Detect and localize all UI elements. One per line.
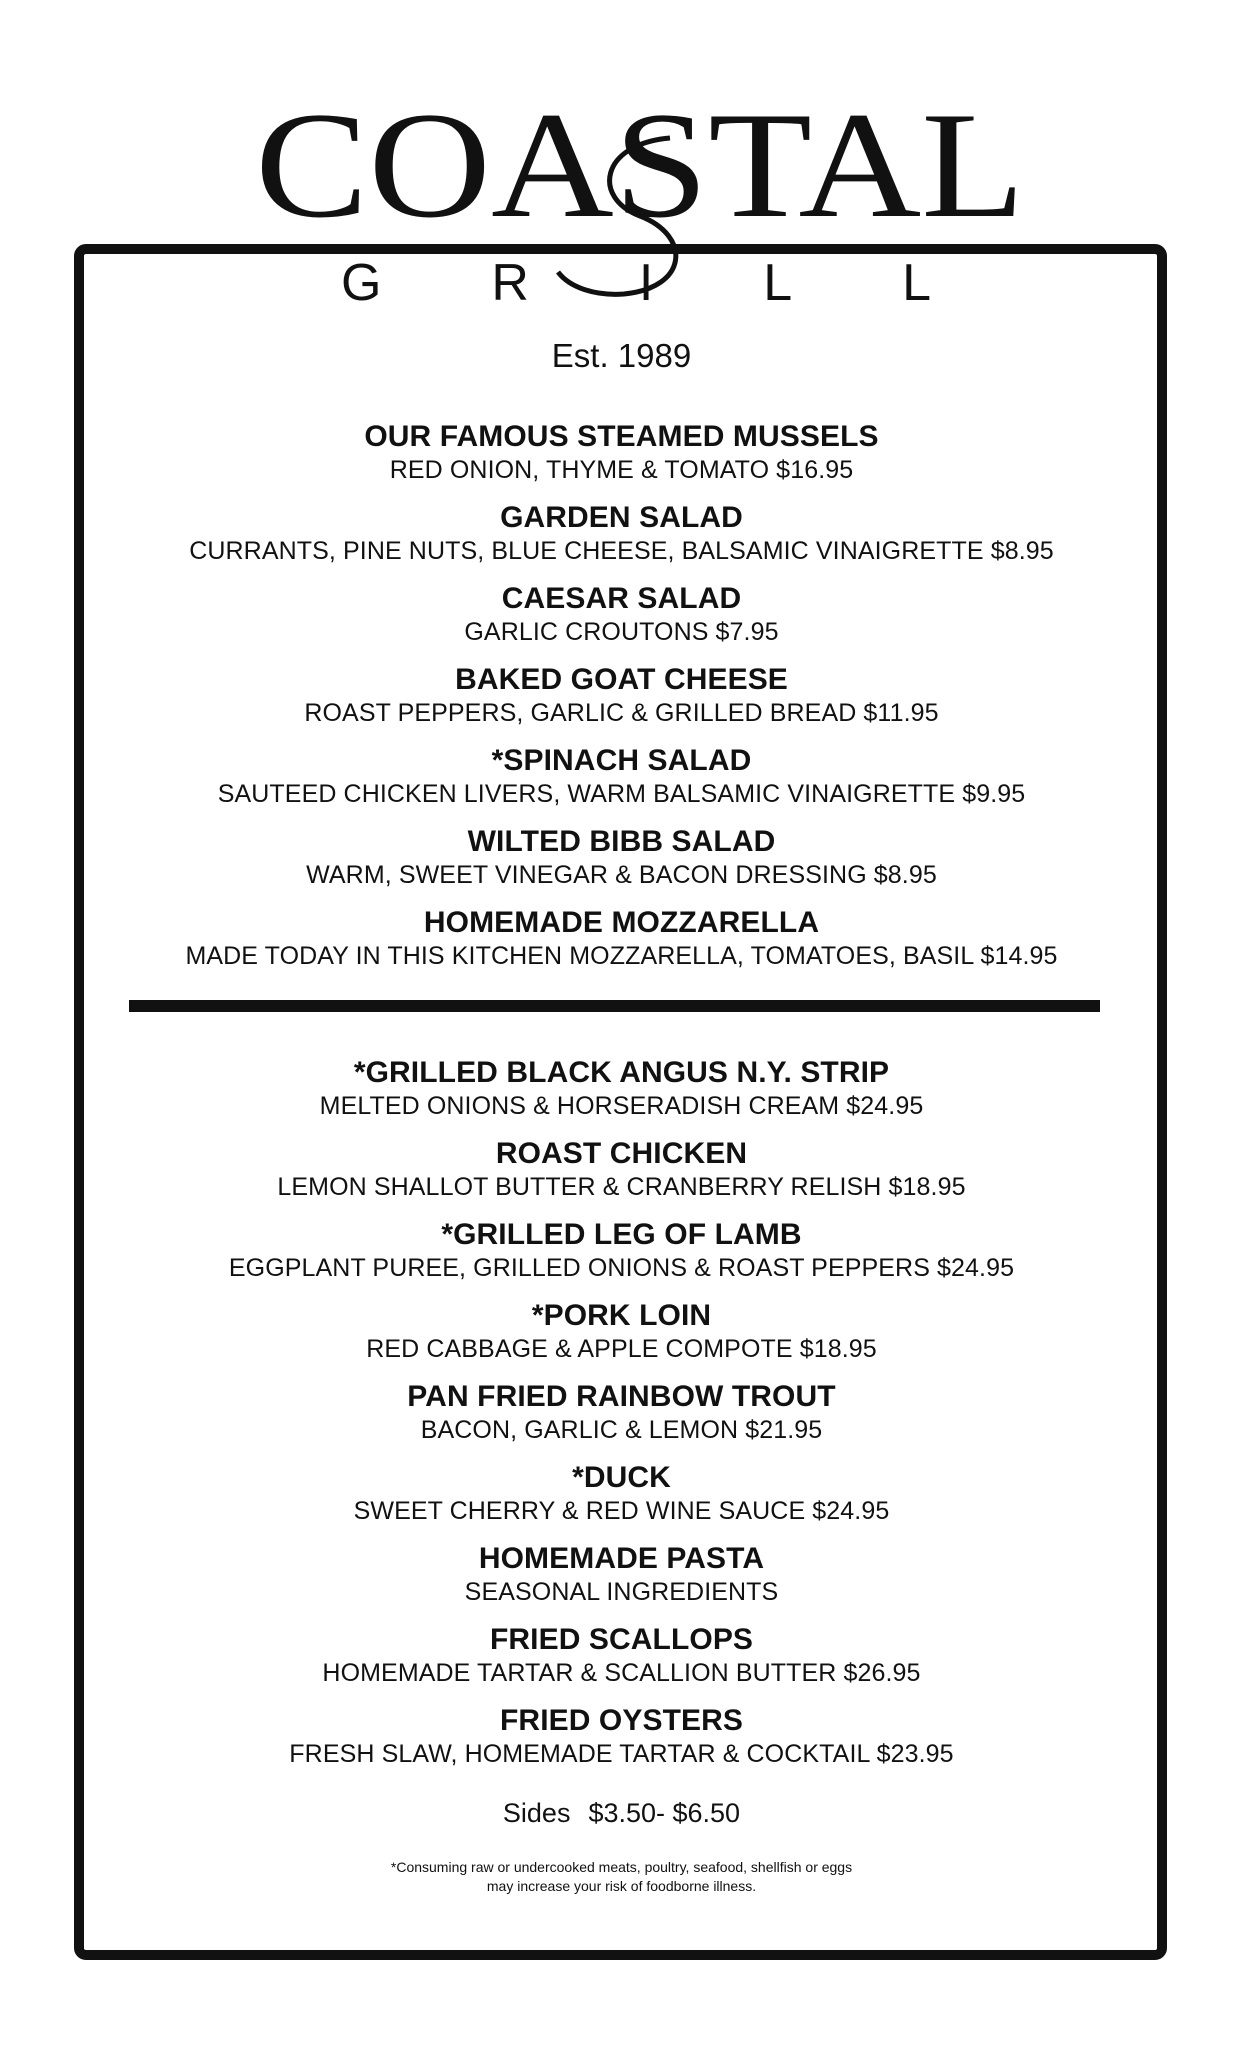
menu-item — [0, 1623, 1243, 1704]
menu-item — [0, 1299, 1243, 1380]
menu-item-description: GARLIC CROUTONS $7.95 — [464, 618, 779, 646]
menu-item-description: RED CABBAGE & APPLE COMPOTE $18.95 — [366, 1335, 877, 1363]
menu-item-description: RED ONION, THYME & TOMATO $16.95 — [389, 456, 854, 484]
menu-item-name: OUR FAMOUS STEAMED MUSSELS — [364, 420, 879, 453]
menu-item-name: *PORK LOIN — [531, 1299, 712, 1332]
menu-item-description: SAUTEED CHICKEN LIVERS, WARM BALSAMIC VINAIGRETTE $9.95 — [217, 780, 1026, 808]
menu-item — [0, 744, 1243, 825]
menu-item — [0, 825, 1243, 906]
menu-item-name: PAN FRIED RAINBOW TROUT — [407, 1380, 836, 1413]
menu-item — [0, 663, 1243, 744]
menu-item-description: SWEET CHERRY & RED WINE SAUCE $24.95 — [353, 1497, 890, 1525]
menu-item — [0, 1380, 1243, 1461]
menu-item-name: ROAST CHICKEN — [495, 1137, 748, 1170]
menu-item-description: BACON, GARLIC & LEMON $21.95 — [420, 1416, 823, 1444]
menu-item-description: CURRANTS, PINE NUTS, BLUE CHEESE, BALSAMIC VINAIGRETTE $8.95 — [189, 537, 1054, 565]
menu-item — [0, 1542, 1243, 1623]
health-disclaimer — [0, 1858, 1243, 1896]
menu-item-name: GARDEN SALAD — [500, 501, 743, 534]
menu-item-description: HOMEMADE TARTAR & SCALLION BUTTER $26.95 — [322, 1659, 921, 1687]
starters-section — [0, 420, 1243, 987]
disclaimer-line: may increase your risk of foodborne illness. — [486, 1878, 757, 1894]
menu-item-description: WARM, SWEET VINEGAR & BACON DRESSING $8.95 — [306, 861, 937, 889]
menu-item — [0, 1137, 1243, 1218]
menu-item — [0, 501, 1243, 582]
menu-item-description: MADE TODAY IN THIS KITCHEN MOZZARELLA, TOMATOES, BASIL $14.95 — [185, 942, 1058, 970]
menu-item-description: SEASONAL INGREDIENTS — [464, 1578, 779, 1606]
logo-subword: GRILL — [341, 254, 931, 310]
menu-item-name: BAKED GOAT CHEESE — [455, 663, 788, 696]
menu-item-name: *DUCK — [572, 1461, 671, 1494]
menu-item-description: LEMON SHALLOT BUTTER & CRANBERRY RELISH $18.95 — [277, 1173, 966, 1201]
menu-item — [0, 420, 1243, 501]
menu-item-description: ROAST PEPPERS, GARLIC & GRILLED BREAD $11.95 — [304, 699, 939, 727]
restaurant-logo — [240, 50, 1030, 310]
menu-item — [0, 1461, 1243, 1542]
menu-item-name: FRIED SCALLOPS — [489, 1623, 754, 1656]
sides-price: $3.50- $6.50 — [588, 1798, 741, 1828]
menu-item-name: WILTED BIBB SALAD — [467, 825, 776, 858]
menu-item — [0, 1704, 1243, 1785]
menu-item — [0, 1056, 1243, 1137]
menu-item-name: FRIED OYSTERS — [500, 1704, 743, 1737]
menu-item-name: *SPINACH SALAD — [491, 744, 752, 777]
menu-item-name: *GRILLED BLACK ANGUS N.Y. STRIP — [353, 1056, 890, 1089]
menu-item-name: CAESAR SALAD — [501, 582, 742, 615]
menu-item — [0, 906, 1243, 987]
menu-item-description: MELTED ONIONS & HORSERADISH CREAM $24.95 — [319, 1092, 924, 1120]
menu-item-name: HOMEMADE PASTA — [478, 1542, 765, 1575]
menu-item — [0, 1218, 1243, 1299]
menu-item — [0, 582, 1243, 663]
menu-item-description: FRESH SLAW, HOMEMADE TARTAR & COCKTAIL $23.95 — [289, 1740, 954, 1768]
entrees-section — [0, 1056, 1243, 1785]
sides-label: Sides — [502, 1798, 571, 1828]
section-divider — [129, 1000, 1100, 1012]
sides-line — [0, 1796, 1243, 1830]
disclaimer-line: *Consuming raw or undercooked meats, poultry, seafood, shellfish or eggs — [390, 1859, 853, 1875]
logo-wordmark: COASTAL — [255, 81, 1025, 249]
menu-item-name: *GRILLED LEG OF LAMB — [441, 1218, 802, 1251]
menu-item-name: HOMEMADE MOZZARELLA — [423, 906, 820, 939]
menu-item-description: EGGPLANT PUREE, GRILLED ONIONS & ROAST PEPPERS $24.95 — [228, 1254, 1015, 1282]
established-year: Est. 1989 — [551, 337, 692, 374]
